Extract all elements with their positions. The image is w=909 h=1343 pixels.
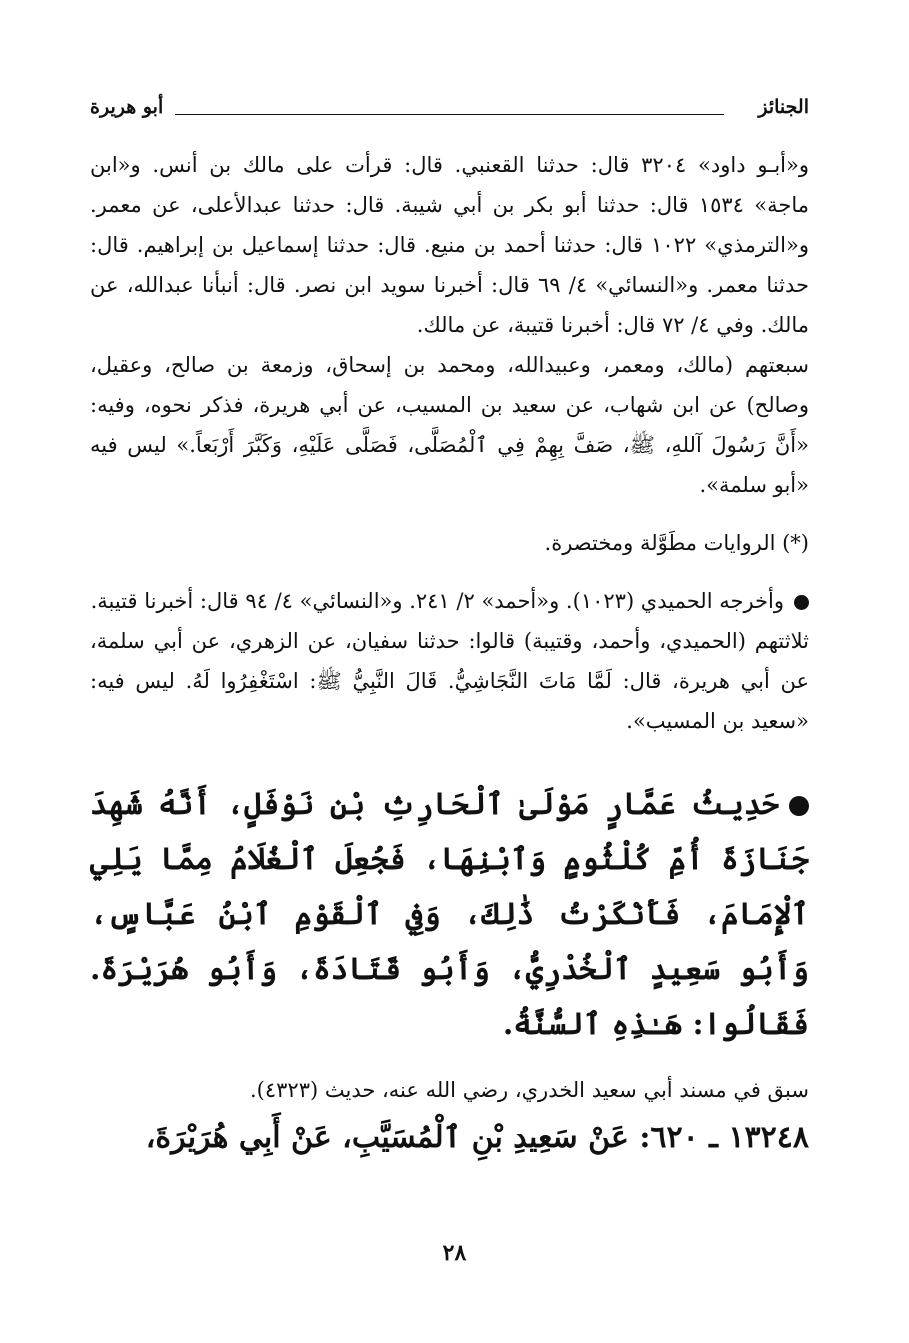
paragraph-takhrij [90,581,809,621]
page-body [90,145,809,1165]
page-number: ٢٨ [442,1240,467,1266]
hadith-heading: ١٣٢٤٨ ـ ٦٢٠: عَنْ سَعِيدِ بْنِ ٱلْمُسَيَّبِ، عَنْ أَبِي هُرَيْرَةَ، [145,1120,809,1155]
paragraph-sources: و«أبـو داود» ٣٢٠٤ قال: حدثنا القعنبي. قال: قرأت على مالك بن أنس. و«ابن ماجة» ١٥٣٤ قال: حدثنا أبو بكر بن أبي شيبة. قال: حدثنا عبدالأعلى، عن معمر. و«الترمذي» ١٠٢٢ قال: حدثنا أحمد بن منيع. قال: حدثنا إسماعيل بن إبراهيم. قال: حدثنا معمر. و«النسائي» ٤/ ٦٩ قال: أخبرنا سويد ابن نصر. قال: أنبأنا عبدالله، عن مالك. وفي ٤/ ٧٢ قال: أخبرنا قتيبة، عن مالك. [90,153,810,337]
bullet-icon [789,796,809,816]
bullet-icon [794,595,809,610]
section-title: أبو هريرة [90,96,164,118]
header-rule [175,114,724,115]
paragraph-takhrij-text: وأخرجه الحميدي (١٠٢٣). و«أحمد» ٢/ ٢٤١. و«النسائي» ٤/ ٩٤ قال: أخبرنا قتيبة. [90,589,784,613]
paragraph-chain-2: ثلاثتهم (الحميدي، وأحمد، وقتيبة) قالوا: حدثنا سفيان، عن الزهري، عن أبي سلمة، عن أبي هريرة، قال: لَمَّا مَاتَ النَّجَاشِيُّ. قَالَ النَّبِيُّ ﷺ: اسْتَغْفِرُوا لَهُ. ليس فيه: «سعيد بن المسيب». [90,629,809,733]
footnote-note: (*) الروايات مطَوَّلة ومختصرة. [544,531,809,555]
hadith-text-content: حَدِيثُ عَمَّارٍ مَوْلَىٰ ٱلْحَارِثِ بْنِ نَوْفَلٍ، أَنَّهُ شَهِدَ جَنَازَةَ أُمِّ كُلْثُومٍ وَٱبْنِهَا، فَجُعِلَ ٱلْغُلَامُ مِمَّا يَلِي ٱلْإِمَامَ، فَأَنْكَرْتُ ذَٰلِكَ، وَفِي ٱلْقَوْمِ ٱبْنُ عَبَّاسٍ، وَأَبُو سَعِيدٍ ٱلْخُدْرِيُّ، وَأَبُو قَتَادَةَ، وَأَبُو هُرَيْرَةَ. فَقَالُوا: هَـٰذِهِ ٱلسُّنَّةُ. [90,787,809,1042]
paragraph-chain: سبعتهم (مالك، ومعمر، وعبيدالله، ومحمد بن إسحاق، وزمعة بن صالح، وعقيل، وصالح) عن ابن شهاب، عن سعيد بن المسيب، عن أبي هريرة، فذكر نحوه، وفيه: «أَنَّ رَسُولَ آللهِ، ﷺ، صَفَّ بِهِمْ فِي ٱلْمُصَلَّى، فَصَلَّى عَلَيْهِ، وَكَبَّرَ أَرْبَعاً.» ليس فيه «أبو سلمة». [90,353,809,497]
running-header [90,96,809,120]
hadith-text [90,777,809,1052]
cross-reference: سبق في مسند أبي سعيد الخدري، رضي الله عنه، حديث (٤٣٢٣). [249,1078,809,1102]
chapter-title: الجنائز [758,96,809,118]
